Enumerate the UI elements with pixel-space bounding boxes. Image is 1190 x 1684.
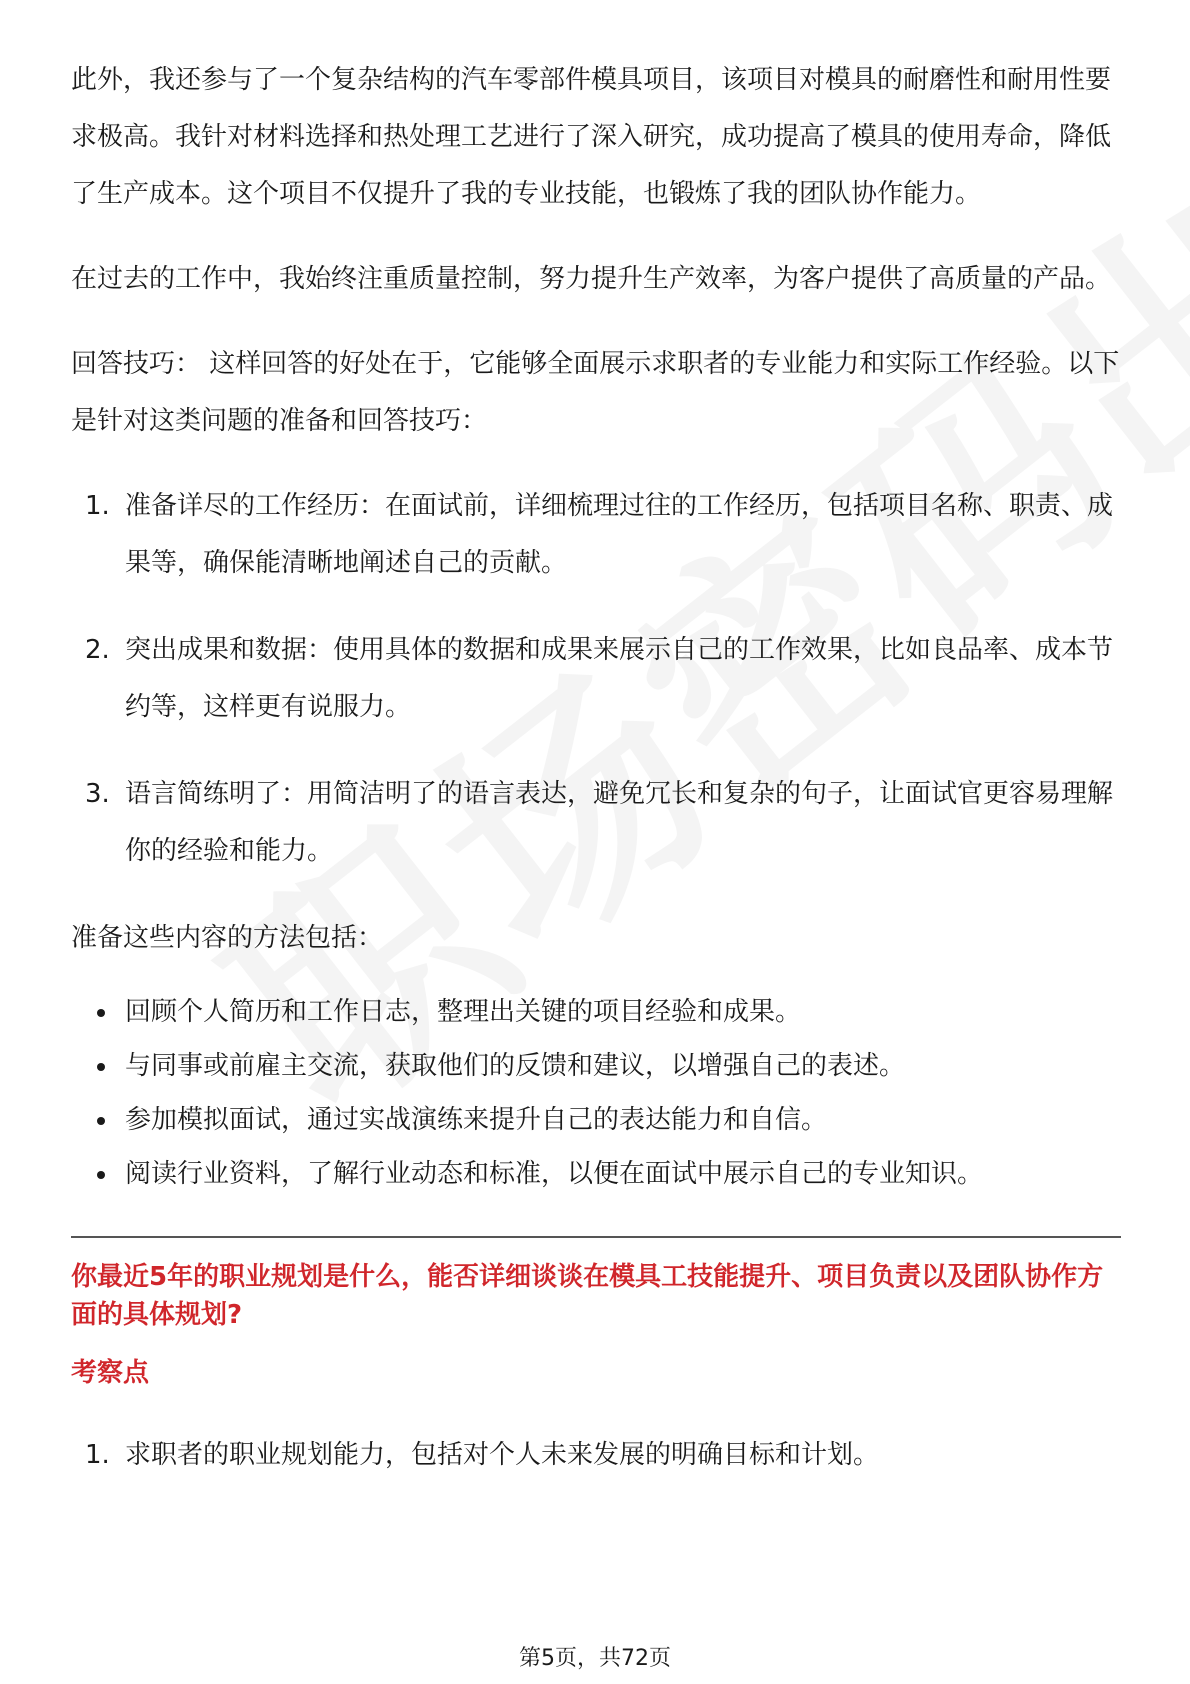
tips-list xyxy=(71,478,1121,880)
list-item xyxy=(71,1427,1121,1484)
list-number: 1. xyxy=(85,1440,110,1470)
list-item xyxy=(71,478,1121,592)
list-item-text: 参加模拟面试，通过实战演练来提升自己的表达能力和自信。 xyxy=(125,1105,828,1135)
methods-intro: 准备这些内容的方法包括： xyxy=(71,923,384,953)
list-item-text: 准备详尽的工作经历：在面试前，详细梳理过往的工作经历，包括项目名称、职责、成果等，确保能清晰地阐述自己的贡献。 xyxy=(125,491,1114,578)
list-item xyxy=(71,985,1121,1039)
list-item xyxy=(71,1147,1121,1201)
question-heading: 你最近5年的职业规划是什么，能否详细谈谈在模具工技能提升、项目负责以及团队协作方面的具体规划? xyxy=(71,1262,1104,1330)
list-number: 3. xyxy=(85,779,110,809)
list-item-text: 语言简练明了：用简洁明了的语言表达，避免冗长和复杂的句子，让面试官更容易理解你的经验和能力。 xyxy=(125,779,1114,866)
list-item-text: 突出成果和数据：使用具体的数据和成果来展示自己的工作效果，比如良品率、成本节约等，这样更有说服力。 xyxy=(125,635,1114,722)
list-item xyxy=(71,766,1121,880)
assessment-points-list xyxy=(71,1427,1121,1484)
methods-list xyxy=(71,985,1121,1201)
list-number: 2. xyxy=(85,635,110,665)
section-divider xyxy=(71,1236,1121,1238)
paragraph-project: 此外，我还参与了一个复杂结构的汽车零部件模具项目，该项目对模具的耐磨性和耐用性要求极高。我针对材料选择和热处理工艺进行了深入研究，成功提高了模具的使用寿命，降低了生产成本。这个项目不仅提升了我的专业技能，也锻炼了我的团队协作能力。 xyxy=(71,65,1112,209)
bullet-icon xyxy=(97,1063,105,1071)
list-item-text: 回顾个人简历和工作日志，整理出关键的项目经验和成果。 xyxy=(125,997,802,1027)
list-item-text: 求职者的职业规划能力，包括对个人未来发展的明确目标和计划。 xyxy=(125,1440,880,1470)
list-item-text: 与同事或前雇主交流，获取他们的反馈和建议，以增强自己的表述。 xyxy=(125,1051,906,1081)
list-item xyxy=(71,622,1121,736)
section-subheading: 考察点 xyxy=(71,1358,150,1388)
bullet-icon xyxy=(97,1009,105,1017)
list-item xyxy=(71,1039,1121,1093)
page-footer: 第5页，共72页 xyxy=(519,1646,671,1671)
list-number: 1. xyxy=(85,491,110,521)
paragraph-answer-tips: 回答技巧： 这样回答的好处在于，它能够全面展示求职者的专业能力和实际工作经验。以下是针对这类问题的准备和回答技巧： xyxy=(71,349,1120,436)
bullet-icon xyxy=(97,1117,105,1125)
paragraph-quality: 在过去的工作中，我始终注重质量控制，努力提升生产效率，为客户提供了高质量的产品。 xyxy=(71,264,1112,294)
list-item-text: 阅读行业资料，了解行业动态和标准，以便在面试中展示自己的专业知识。 xyxy=(125,1159,984,1189)
list-item xyxy=(71,1093,1121,1147)
page-content xyxy=(71,52,1121,1514)
bullet-icon xyxy=(97,1171,105,1179)
